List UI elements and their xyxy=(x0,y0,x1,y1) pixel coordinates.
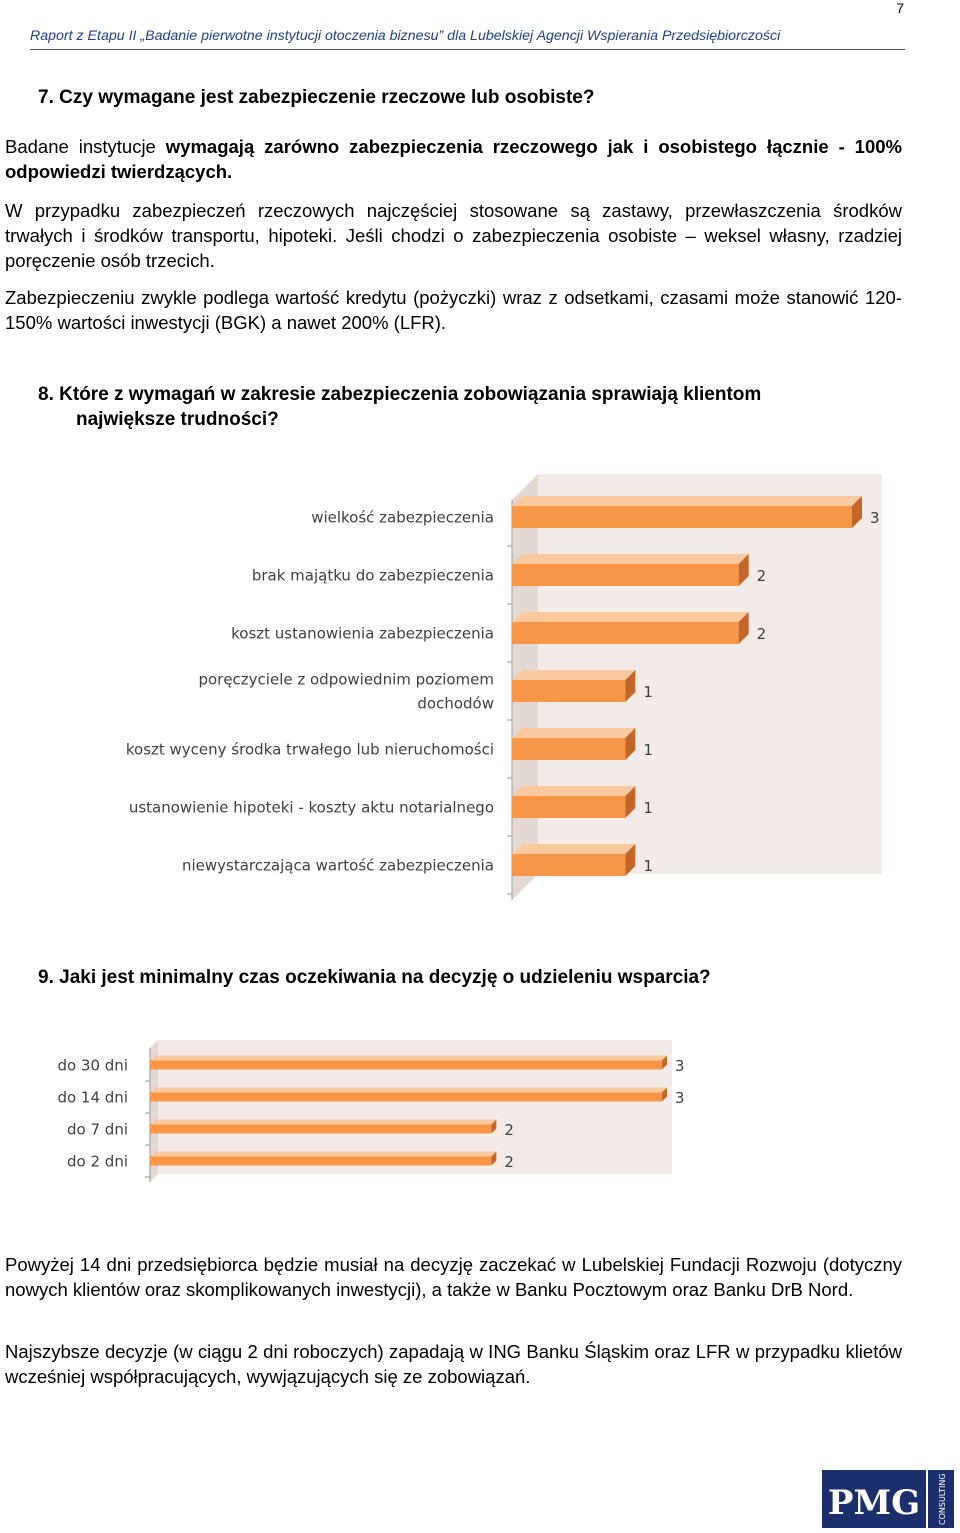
section-7-paragraph-3: Zabezpieczeniu zwykle podlega wartość kredytu (pożyczki) wraz z odsetkami, czasami może stanowić 120-150% wartości inwestycji (BGK) a nawet 200% (LFR). xyxy=(5,287,902,333)
section-7-heading: 7. Czy wymagane jest zabezpieczenie rzeczowe lub osobiste? xyxy=(38,87,595,108)
section-8-heading-line-2: największe trudności? xyxy=(76,409,279,430)
category-label-2: do 14 dni xyxy=(57,1088,128,1107)
bar-1 xyxy=(512,506,852,528)
data-label-3: 2 xyxy=(756,625,767,643)
category-label-2: brak majątku do zabezpieczenia xyxy=(251,566,494,585)
bar-top-6 xyxy=(512,786,635,796)
section-9-paragraph-2: Najszybsze decyzje (w ciągu 2 dni roboczych) zapadają w ING Banku Śląskim oraz LFR w przypadku klietów wcześniej współpracujących, wywjązujących się ze zobowiązań. xyxy=(5,1341,902,1387)
bar-top-1 xyxy=(512,496,862,506)
section-9-heading: 9. Jaki jest minimalny czas oczekiwania na decyzję o udzieleniu wsparcia? xyxy=(38,967,711,988)
section-9-paragraph-1: Powyżej 14 dni przedsiębiorca będzie musiał na decyzję zaczekać w Lubelskiej Fundacji Rozwoju (dotyczny nowych klientów oraz skomplikowanych inwestycji), a także w Banku Pocztowym oraz Banku DrB Nord. xyxy=(5,1254,902,1300)
bar-1 xyxy=(150,1061,662,1070)
category-label-5: koszt wyceny środka trwałego lub nieruchomości xyxy=(125,740,494,759)
bar-top-4 xyxy=(150,1152,496,1157)
bar-top-2 xyxy=(512,554,749,564)
category-label-1: do 30 dni xyxy=(57,1056,128,1075)
category-label-4-line-2: dochodów xyxy=(417,694,494,713)
category-label-3: koszt ustanowienia zabezpieczenia xyxy=(231,624,494,643)
difficulty-chart xyxy=(0,470,960,915)
bar-7 xyxy=(512,854,625,876)
section-7-paragraph-2: W przypadku zabezpieczeń rzeczowych najczęściej stosowane są zastawy, przewłaszczenia środków trwałych i środków transportu, hipoteki. Jeśli chodzi o zabezpieczenia osobiste – weksel własny, rzadziej poręczenie osób trzecich. xyxy=(5,200,902,271)
data-label-7: 1 xyxy=(643,857,653,875)
data-label-1: 3 xyxy=(675,1057,685,1075)
section-7-p1-bold: wymagają zarówno zabezpieczenia rzeczowego jak i osobistego łącznie - 100% odpowiedzi twierdzących. xyxy=(5,136,902,182)
bar-top-5 xyxy=(512,728,635,738)
bar-top-7 xyxy=(512,844,635,854)
bar-6 xyxy=(512,796,625,818)
data-label-5: 1 xyxy=(643,741,653,759)
bar-top-2 xyxy=(150,1088,667,1093)
data-label-3: 2 xyxy=(504,1121,514,1139)
category-label-3: do 7 dni xyxy=(67,1120,128,1139)
data-label-1: 3 xyxy=(870,509,880,527)
bar-4 xyxy=(150,1157,491,1166)
bar-top-3 xyxy=(512,612,749,622)
bar-5 xyxy=(512,738,625,760)
data-label-2: 2 xyxy=(756,567,767,585)
category-label-4-line-1: poręczyciele z odpowiednim poziomem xyxy=(198,670,494,689)
waiting-time-chart xyxy=(0,1030,960,1195)
data-label-4: 2 xyxy=(504,1153,514,1171)
bar-4 xyxy=(512,680,625,702)
header-rule xyxy=(30,49,905,50)
data-label-6: 1 xyxy=(643,799,653,817)
category-label-4: do 2 dni xyxy=(67,1152,128,1171)
bar-2 xyxy=(512,564,739,586)
category-label-6: ustanowienie hipoteki - koszty aktu notarialnego xyxy=(128,798,494,817)
running-header: Raport z Etapu II „Badanie pierwotne instytucji otoczenia biznesu” dla Lubelskiej Agencji Wspierania Przedsiębiorczości xyxy=(30,28,781,44)
bar-top-1 xyxy=(150,1056,667,1061)
category-label-7: niewystarczająca wartość zabezpieczenia xyxy=(182,856,494,875)
logo-text: PMG xyxy=(827,1483,921,1523)
pmg-logo xyxy=(822,1470,954,1528)
section-7-paragraph-1 xyxy=(5,134,902,184)
page-number: 7 xyxy=(896,0,904,16)
data-label-4: 1 xyxy=(643,683,653,701)
category-label-1: wielkość zabezpieczenia xyxy=(311,508,494,527)
logo-side-text: CONSULTING xyxy=(938,1473,947,1525)
bar-3 xyxy=(150,1125,491,1134)
data-label-2: 3 xyxy=(675,1089,685,1107)
section-8-heading-line-1: 8. Które z wymagań w zakresie zabezpieczenia zobowiązania sprawiają klientom xyxy=(38,384,762,405)
bar-top-4 xyxy=(512,670,635,680)
bar-top-3 xyxy=(150,1120,496,1125)
bar-2 xyxy=(150,1093,662,1102)
bar-3 xyxy=(512,622,739,644)
section-7-p1-normal: Badane instytucje xyxy=(5,136,166,157)
